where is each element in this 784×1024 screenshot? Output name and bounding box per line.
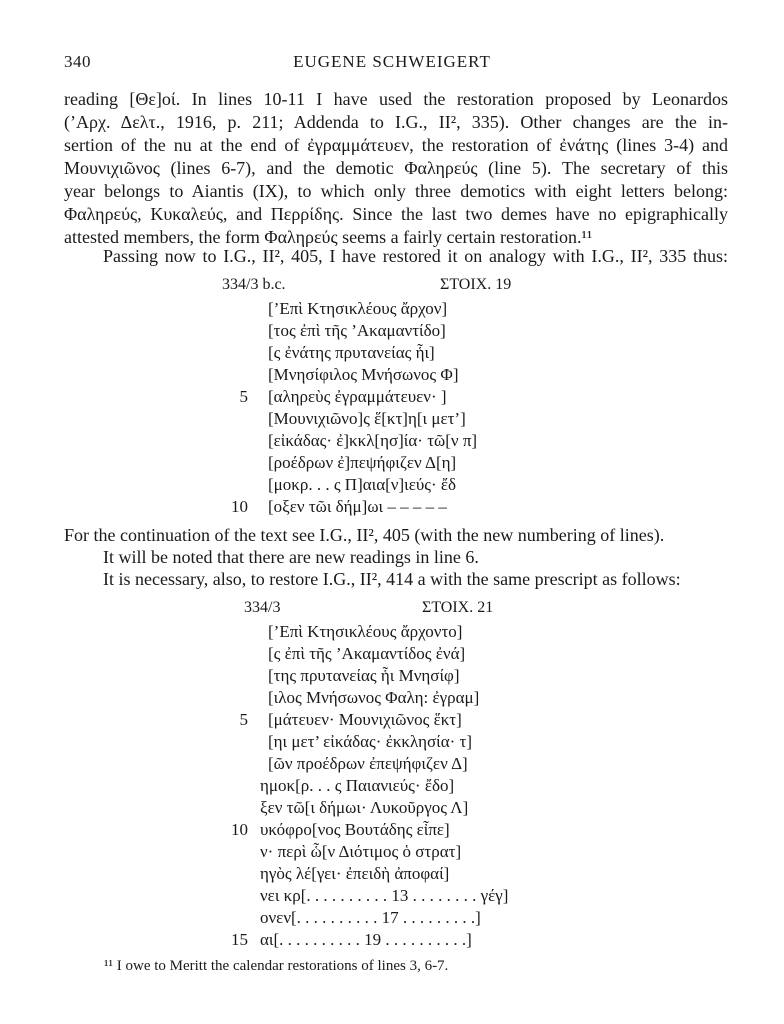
inscription-date: 334/3 [244, 599, 281, 616]
text-line: reading [Θε]οί. In lines 10-11 I have used the restoration proposed by Leonardos [64, 89, 728, 109]
line-number: 5 [239, 387, 248, 406]
inscription-line: [τος ἐπὶ τῆς ’Ακαμαντίδο] [268, 321, 446, 340]
inscription-line: [ς ἐπὶ τῆς ’Ακαμαντίδος ἐνά] [268, 644, 466, 663]
inscription-line: [οξεν τῶι δήμ]ωι – – – – – [268, 497, 447, 516]
text-line: Μουνιχιῶνος (lines 6-7), and the demotic Φαληρεύς (line 5). The secretary of this [64, 158, 728, 178]
inscription-stoichedon: ΣΤΟΙΧ. 21 [422, 599, 494, 616]
running-head: EUGENE SCHWEIGERT [293, 52, 491, 71]
inscription-line: ν· περὶ ὧ[ν Διότιμος ὁ στρατ] [260, 842, 462, 861]
page-number: 340 [64, 52, 91, 71]
line-number: 5 [239, 710, 248, 729]
inscription-line: ηγὸς λέ[γει· ἐπειδὴ ἀποφαί] [260, 864, 450, 883]
text-line: Passing now to I.G., II², 405, I have restored it on analogy with I.G., II², 335 thus: [103, 246, 728, 266]
text-line: Φαληρεύς, Κυκαλεύς, and Περρίδης. Since the last two demes have no epigraphically [64, 204, 728, 224]
inscription-line: [αληρεὺς ἐγραμμάτευεν· ] [268, 387, 447, 406]
footnote: ¹¹ I owe to Meritt the calendar restorations of lines 3, 6-7. [104, 958, 449, 974]
inscription-line: [’Επὶ Κτησικλέους ἄρχοντο] [268, 622, 463, 641]
inscription-line: αι[. . . . . . . . . . 19 . . . . . . . . . .] [260, 930, 472, 949]
text-line: sertion of the nu at the end of ἐγραμμάτευεν, the restoration of ἐνάτης (lines 3-4) and [64, 135, 728, 155]
inscription-line: [ηι μετ’ εἰκάδας· ἐκκλησία· τ] [268, 732, 473, 751]
text-line: For the continuation of the text see I.G., II², 405 (with the new numbering of lines). [64, 525, 665, 545]
inscription-stoichedon: ΣΤΟΙΧ. 19 [440, 276, 512, 293]
text-line: It will be noted that there are new readings in line 6. [103, 547, 479, 567]
inscription-line: [ῶν προέδρων ἐπεψήφιζεν Δ] [268, 754, 468, 773]
inscription-date: 334/3 b.c. [222, 276, 286, 293]
inscription-line: [μάτευεν· Μουνιχιῶνος ἕκτ] [268, 710, 462, 729]
inscription-line: ονεν[. . . . . . . . . . 17 . . . . . . . . .] [260, 908, 481, 927]
text-line: (’Αρχ. Δελτ., 1916, p. 211; Addenda to I.G., II², 335). Other changes are the in- [64, 112, 728, 132]
line-number: 15 [231, 930, 248, 949]
inscription-line: [της πρυτανείας ἧι Μνησίφ] [268, 666, 460, 685]
inscription-line: [εἰκάδας· ἐ]κκλ[ησ]ία· τῶ[ν π] [268, 431, 478, 450]
line-number: 10 [231, 820, 248, 839]
inscription-line: ημοκ[ρ. . . ς Παιανιεύς· ἔδο] [260, 776, 455, 795]
inscription-line: [Μνησίφιλος Μνήσωνος Φ] [268, 365, 459, 384]
inscription-line: [ς ἐνάτης πρυτανείας ἧι] [268, 343, 435, 362]
inscription-line: νει κρ[. . . . . . . . . . 13 . . . . . . . . γέγ] [260, 886, 509, 905]
inscription-line: [Μουνιχιῶνο]ς ἕ[κτ]η[ι μετ’] [268, 409, 466, 428]
inscription-line: [ροέδρων ἐ]πεψήφιζεν Δ[η] [268, 453, 457, 472]
inscription-line: [ιλος Μνήσωνος Φαλη: ἐγραμ] [268, 688, 480, 707]
inscription-line: ξεν τῶ[ι δήμωι· Λυκοῦργος Λ] [260, 798, 469, 817]
text-line: year belongs to Aiantis (IX), to which only three demotics with eight letters belong: [64, 181, 728, 201]
line-number: 10 [231, 497, 248, 516]
text-line: attested members, the form Φαληρεύς seems a fairly certain restoration.¹¹ [64, 227, 593, 247]
inscription-line: [μοκρ. . . ς Π]αια[ν]ιεύς· ἔδ [268, 475, 457, 494]
text-line: It is necessary, also, to restore I.G., II², 414 a with the same prescript as follows: [103, 569, 681, 589]
inscription-line: υκόφρο[νος Βουτάδης εἶπε] [260, 820, 450, 839]
inscription-line: [’Επὶ Κτησικλέους ἄρχον] [268, 299, 448, 318]
